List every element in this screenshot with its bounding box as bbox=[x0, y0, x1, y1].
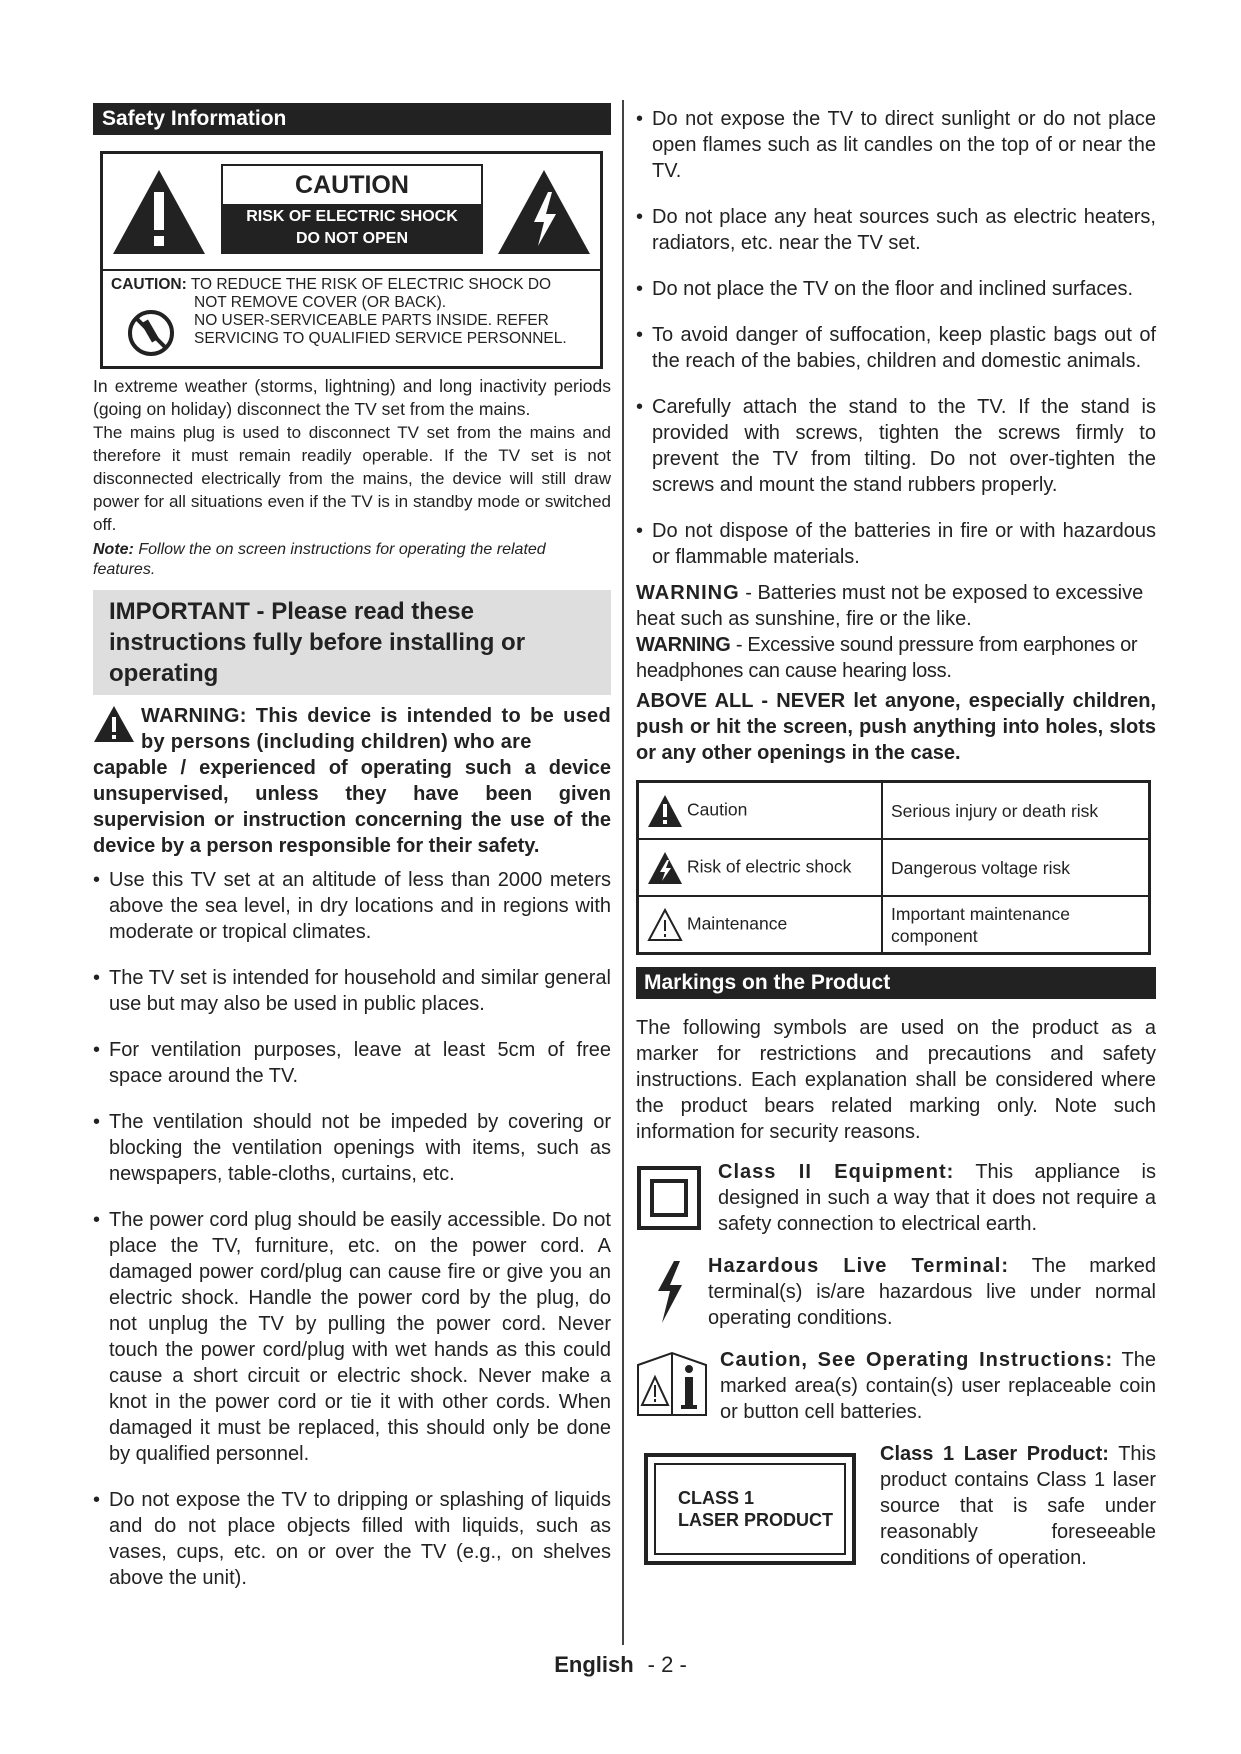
device-warning-rest: capable / experienced of operating such a device unsupervised, unless they have been given supervision or instruction concerning the use of the device by a person responsible for their safety. bbox=[93, 757, 611, 857]
page-footer bbox=[0, 1652, 1241, 1678]
hazard-label: Hazardous Live Terminal: bbox=[708, 1255, 1009, 1277]
do-not-open-icon bbox=[126, 308, 176, 358]
hazard-description: The marked terminal(s) is/are hazardous live under normal operating conditions. bbox=[708, 1255, 1156, 1329]
laser-marking bbox=[636, 1441, 1156, 1581]
caution-subtitle bbox=[223, 204, 481, 252]
legend-value: Dangerous voltage risk bbox=[882, 839, 1150, 896]
caution-operating-instructions-icon bbox=[636, 1351, 708, 1417]
hazardous-live-terminal-icon bbox=[650, 1259, 690, 1325]
caution-text-label: CAUTION: bbox=[111, 276, 187, 293]
note-text: Follow the on screen instructions for operating the related features. bbox=[93, 541, 546, 578]
class-2-equipment-icon bbox=[636, 1165, 702, 1231]
class2-label: Class II Equipment: bbox=[718, 1161, 955, 1183]
right-bullet-list bbox=[636, 106, 1156, 570]
battery-warning-text: - Batteries must not be exposed to excessive heat such as sunshine, fire or the like. bbox=[636, 582, 1144, 630]
caution-triangle-icon bbox=[647, 794, 683, 828]
caution-instructions-label: Caution, See Operating Instructions: bbox=[720, 1349, 1114, 1371]
battery-warning bbox=[636, 580, 1156, 632]
list-item: • The ventilation should not be impeded by covering or blocking the ventilation openings with items, such as newspapers, table-cloths, curtains, etc. bbox=[93, 1109, 611, 1187]
class2-text bbox=[636, 1159, 1156, 1237]
list-item: • Use this TV set at an altitude of less than 2000 meters above the sea level, in dry locations and in regions with moderate or tropical climates. bbox=[93, 867, 611, 945]
caution-text-1: TO REDUCE THE RISK OF ELECTRIC SHOCK DO bbox=[190, 276, 552, 293]
caution-text-3: NO USER-SERVICEABLE PARTS INSIDE. REFER bbox=[194, 312, 549, 329]
sound-warning-label: WARNING bbox=[636, 634, 731, 656]
legend-value: Important maintenance component bbox=[882, 896, 1150, 954]
caution-title: CAUTION bbox=[295, 171, 409, 199]
list-item: • To avoid danger of suffocation, keep plastic bags out of the reach of the babies, children and domestic animals. bbox=[636, 322, 1156, 374]
caution-instructions-text bbox=[636, 1347, 1156, 1425]
caution-line-1: RISK OF ELECTRIC SHOCK bbox=[246, 208, 458, 225]
laser-label-line-1: CLASS 1 bbox=[678, 1488, 755, 1508]
list-item: • Do not expose the TV to dripping or splashing of liquids and do not place objects filled with liquids, such as vases, cups, etc. on or over the TV (e.g., on shelves above the unit). bbox=[93, 1487, 611, 1591]
lightning-warning-icon bbox=[496, 168, 592, 256]
symbol-legend-table bbox=[636, 780, 1151, 955]
legend-key-caution bbox=[638, 782, 883, 840]
list-item: • For ventilation purposes, leave at least 5cm of free space around the TV. bbox=[93, 1037, 611, 1089]
sound-warning-text: - Excessive sound pressure from earphones or headphones can cause hearing loss. bbox=[636, 634, 1138, 682]
electric-shock-triangle-icon bbox=[647, 851, 683, 885]
list-item: • Do not place the TV on the floor and inclined surfaces. bbox=[636, 276, 1156, 302]
class1-laser-label-icon bbox=[644, 1453, 856, 1565]
list-item: • Carefully attach the stand to the TV. If the stand is provided with screws, tighten the screws firmly to prevent the TV from tilting. Do not over-tighten the screws and mount the stand rubbers properly. bbox=[636, 394, 1156, 498]
caution-label-panel bbox=[100, 151, 603, 369]
sound-warning bbox=[636, 632, 1156, 684]
table-row bbox=[638, 782, 1150, 840]
caution-text-4: SERVICING TO QUALIFIED SERVICE PERSONNEL. bbox=[194, 330, 567, 347]
left-bullet-list bbox=[93, 867, 611, 1591]
caution-sign bbox=[221, 164, 483, 254]
note-paragraph bbox=[93, 540, 611, 580]
list-item: • Do not dispose of the batteries in fire or with hazardous or flammable materials. bbox=[636, 518, 1156, 570]
device-warning bbox=[93, 703, 611, 859]
list-item: • Do not place any heat sources such as electric heaters, radiators, etc. near the TV set. bbox=[636, 204, 1156, 256]
list-item: • Do not expose the TV to direct sunlight or do not place open flames such as lit candles on the top of or near the TV. bbox=[636, 106, 1156, 184]
page-number: - 2 - bbox=[647, 1652, 687, 1677]
column-divider bbox=[622, 100, 624, 1645]
markings-intro-paragraph: The following symbols are used on the product as a marker for restrictions and precautions and safety instructions. Each explanation shall be considered where the product bears related marking only. Note such information for security reasons. bbox=[636, 1017, 1156, 1143]
legend-key-text: Risk of electric shock bbox=[687, 856, 852, 877]
safety-information-header: Safety Information bbox=[93, 103, 611, 135]
caution-text-2: NOT REMOVE COVER (OR BACK). bbox=[194, 294, 447, 311]
battery-warning-label: WARNING bbox=[636, 582, 740, 604]
laser-label-inner bbox=[654, 1463, 846, 1555]
mains-plug-paragraph: The mains plug is used to disconnect TV set from the mains and therefore it must remain readily operable. If the TV set is not disconnected electrically from the mains, the device will still draw power for all situations even if the TV is in standby mode or switched off. bbox=[93, 423, 611, 534]
warning-triangle-icon bbox=[93, 705, 135, 743]
list-item: • The TV set is intended for household and similar general use but may also be used in public places. bbox=[93, 965, 611, 1017]
important-banner: IMPORTANT - Please read these instructions fully before installing or operating bbox=[93, 590, 611, 695]
laser-label-line-2: LASER PRODUCT bbox=[678, 1510, 834, 1530]
class2-description: This appliance is designed in such a way that it does not require a safety connection to electrical earth. bbox=[718, 1161, 1156, 1235]
above-all-warning: ABOVE ALL - NEVER let anyone, especially children, push or hit the screen, push anything into holes, slots or any other openings in the case. bbox=[636, 690, 1156, 764]
hazard-text bbox=[636, 1253, 1156, 1331]
list-item: • The power cord plug should be easily accessible. Do not place the TV, furniture, etc. on the power cord. A damaged power cord/plug can cause fire or give you an electric shock. Handle the power cord by the plug, do not unplug the TV by pulling the power cord. Never touch the power cord/plug with wet hands as this could cause a short circuit or electric shock. Never make a knot in the power cord or tie it with other cords. When damaged it must be replaced, this should only be done by qualified personnel. bbox=[93, 1207, 611, 1467]
legend-key-electric-shock bbox=[638, 839, 883, 896]
table-row bbox=[638, 896, 1150, 954]
laser-description: This product contains Class 1 laser source that is safe under reasonably foreseeable conditions of operation. bbox=[880, 1443, 1156, 1569]
extreme-weather-paragraph: In extreme weather (storms, lightning) and long inactivity periods (going on holiday) disconnect the TV set from the mains. bbox=[93, 376, 611, 419]
caution-top-section bbox=[103, 154, 600, 271]
hazard-marking bbox=[636, 1253, 1156, 1331]
caution-line-2: DO NOT OPEN bbox=[295, 230, 408, 247]
laser-text bbox=[880, 1441, 1156, 1571]
legend-key-text: Maintenance bbox=[687, 913, 788, 934]
class2-marking bbox=[636, 1159, 1156, 1237]
legend-value: Serious injury or death risk bbox=[882, 782, 1150, 840]
maintenance-triangle-icon bbox=[647, 908, 683, 942]
exclamation-warning-icon bbox=[111, 168, 207, 256]
caution-text-block bbox=[111, 276, 594, 348]
legend-key-text: Caution bbox=[687, 799, 748, 820]
table-row bbox=[638, 839, 1150, 896]
caution-instructions-description: The marked area(s) contain(s) user replaceable coin or button cell batteries. bbox=[720, 1349, 1156, 1423]
legend-key-maintenance bbox=[638, 896, 883, 954]
device-warning-first: WARNING: This device is intended to be used by persons (including children) who are bbox=[141, 705, 611, 753]
note-label: Note: bbox=[93, 541, 134, 558]
right-column bbox=[636, 98, 1156, 1581]
footer-language: English bbox=[554, 1652, 634, 1677]
markings-header: Markings on the Product bbox=[636, 967, 1156, 999]
left-column bbox=[93, 103, 611, 1591]
caution-instructions-marking bbox=[636, 1347, 1156, 1425]
laser-label: Class 1 Laser Product: bbox=[880, 1443, 1109, 1465]
